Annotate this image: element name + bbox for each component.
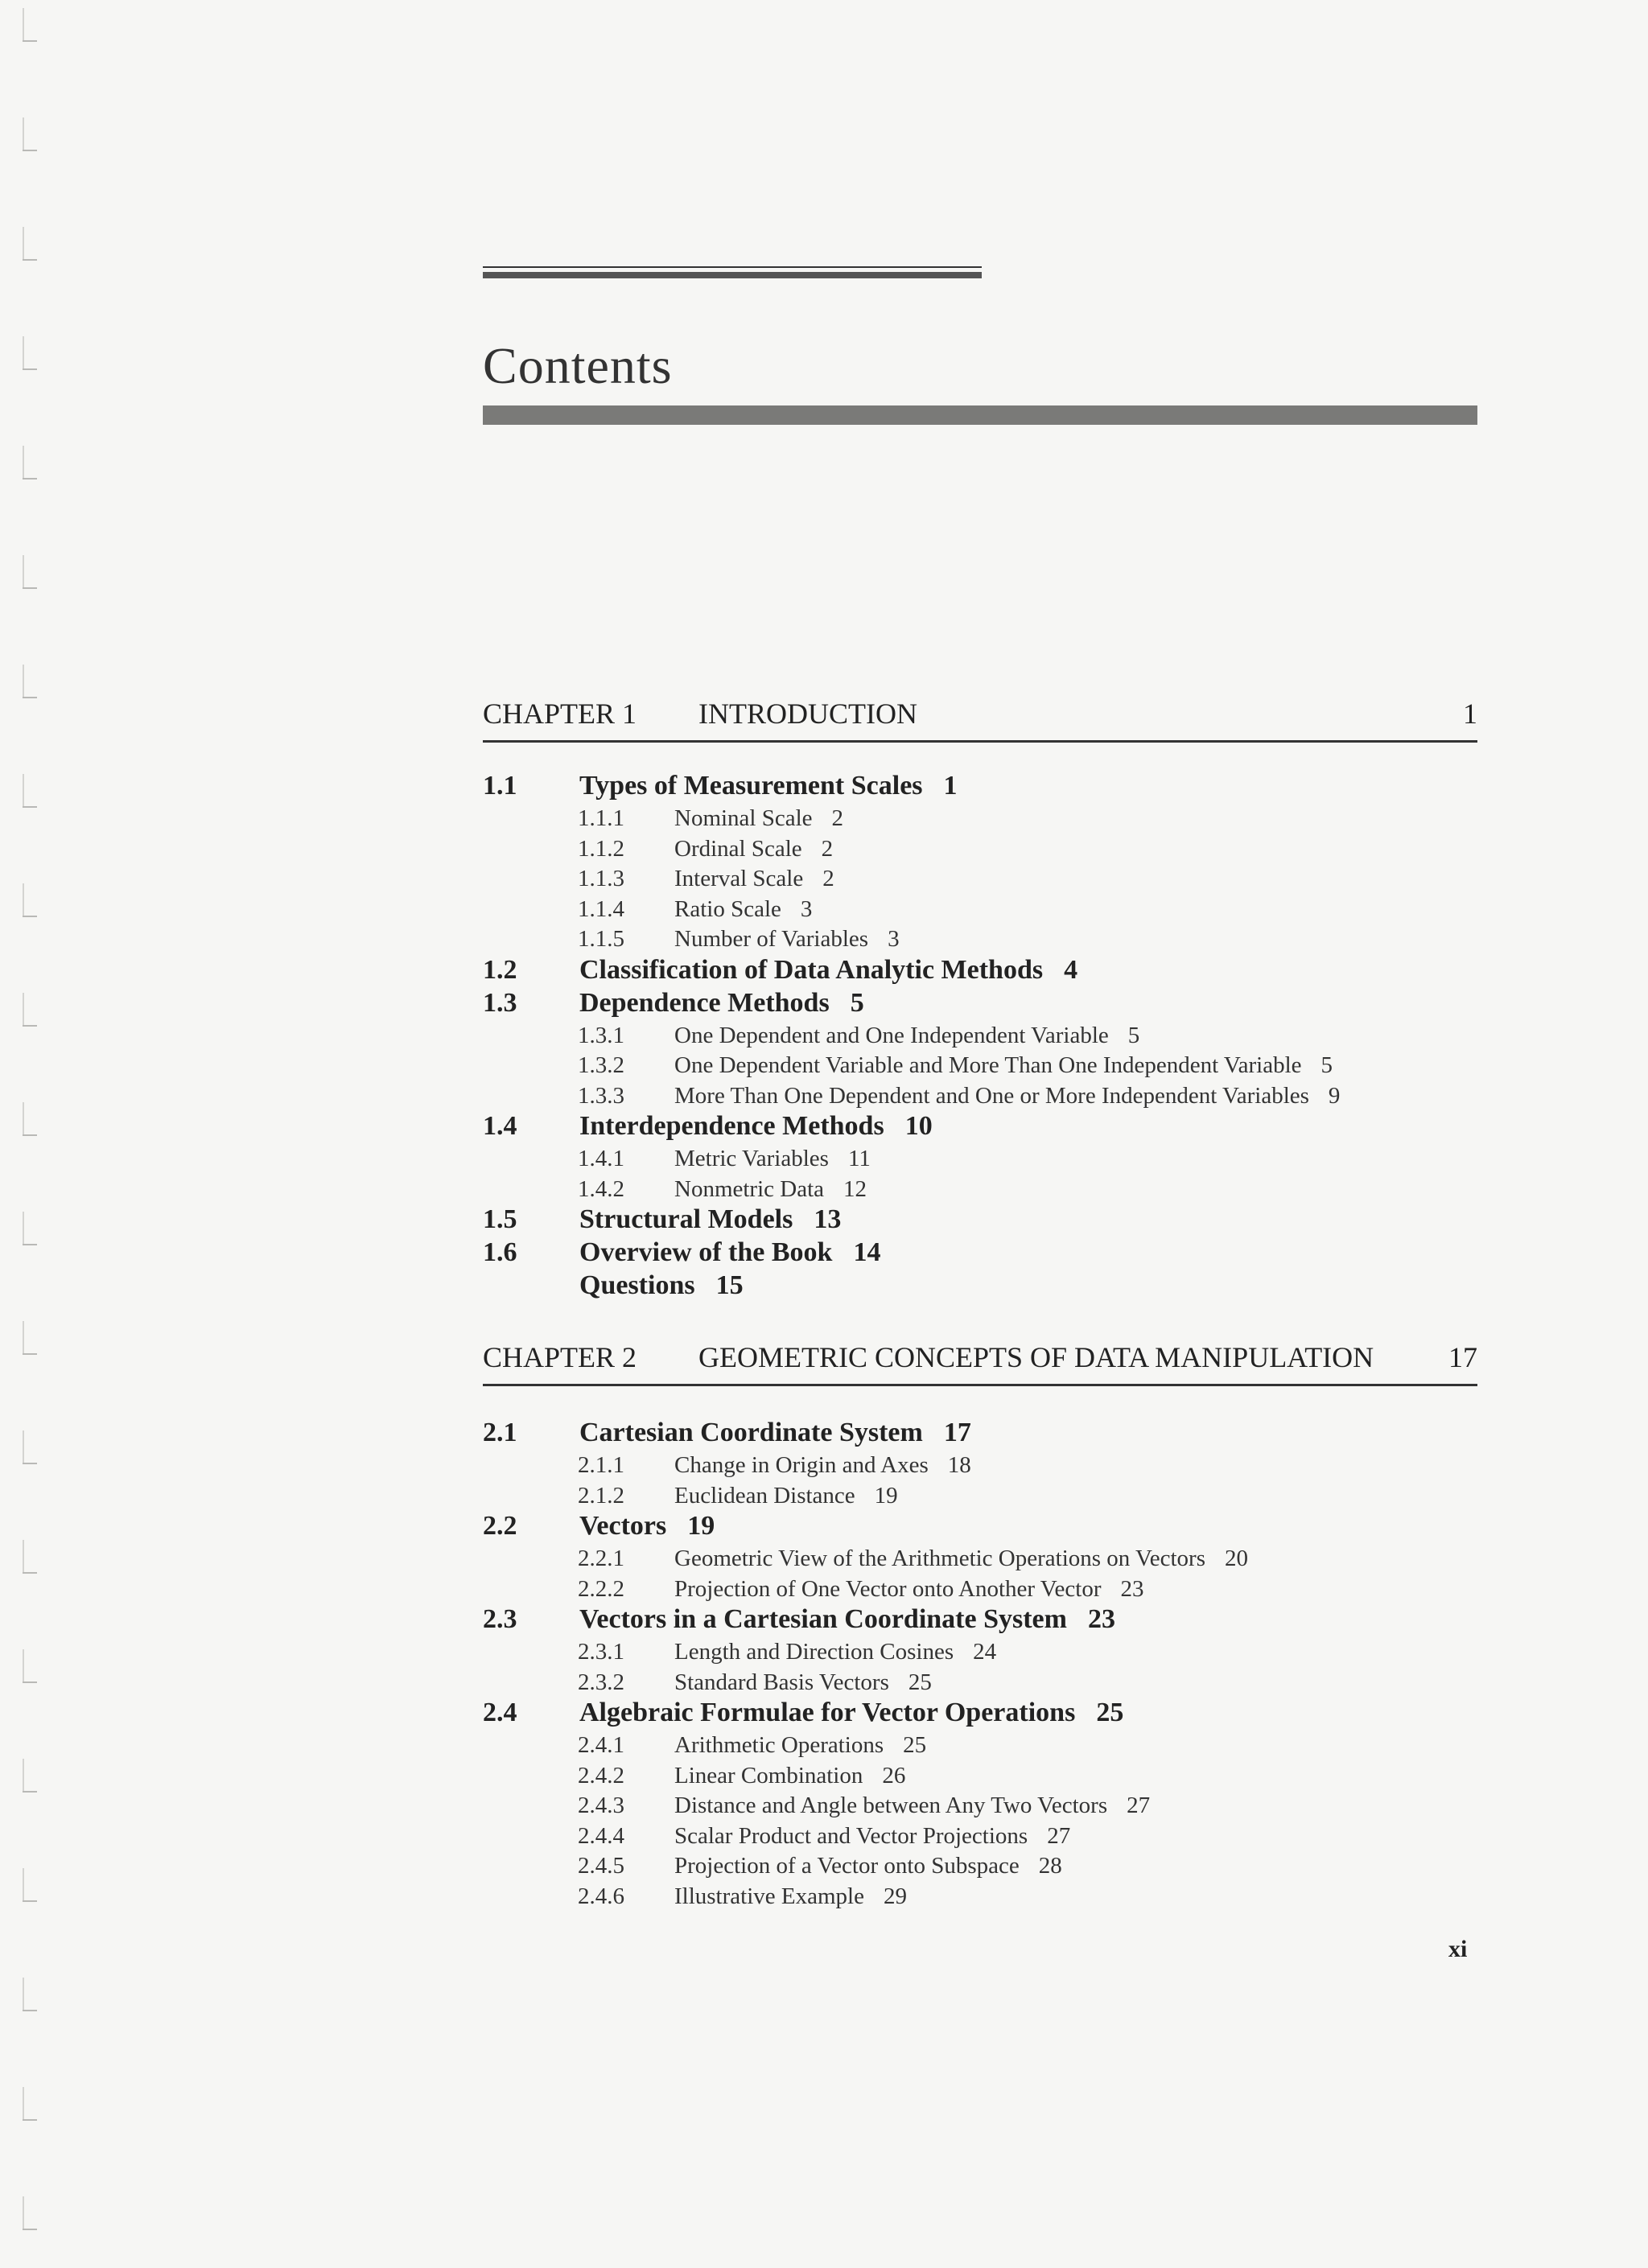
- section-entry: [579, 771, 958, 801]
- toc-subsection: [483, 1021, 1529, 1052]
- subsection-title: Arithmetic Operations: [674, 1732, 884, 1758]
- subsection-page: 28: [1038, 1853, 1062, 1879]
- toc-subsection: [483, 1481, 1529, 1512]
- section-page: 10: [904, 1111, 933, 1141]
- subsection-number: 2.2.2: [578, 1575, 624, 1602]
- toc-subsection: [483, 1574, 1529, 1605]
- toc-subsection: [483, 1821, 1529, 1852]
- section-title: Structural Models: [579, 1204, 793, 1234]
- section-entry: [579, 1418, 971, 1448]
- subsection-title: Nominal Scale: [674, 805, 813, 831]
- section-entry: [579, 988, 864, 1019]
- section-number: 1.5: [483, 1204, 517, 1234]
- subsection-page: 23: [1120, 1575, 1144, 1602]
- subsection-number: 1.3.3: [578, 1082, 624, 1109]
- subsection-title: Change in Origin and Axes: [674, 1452, 929, 1478]
- subsection-entry: [674, 1639, 996, 1665]
- toc-section: [483, 1604, 1529, 1637]
- subsection-title: Length and Direction Cosines: [674, 1639, 954, 1665]
- subsection-entry: [674, 1083, 1340, 1109]
- subsection-page: 2: [822, 866, 834, 891]
- toc-subsection: [483, 924, 1529, 955]
- subsection-title: Distance and Angle between Any Two Vectors: [674, 1793, 1108, 1818]
- section-page: 1: [943, 771, 958, 801]
- chapter-1: [483, 697, 1477, 1300]
- subsection-page: 25: [903, 1732, 927, 1758]
- section-number: 2.2: [483, 1511, 517, 1541]
- toc-subsection: [483, 1144, 1529, 1175]
- subsection-entry: [674, 805, 843, 832]
- page-title: Contents: [483, 337, 673, 394]
- subsection-entry: [674, 1763, 905, 1789]
- chapter-page: 17: [1448, 1341, 1477, 1373]
- subsection-number: 1.3.2: [578, 1052, 624, 1078]
- section-page: 19: [687, 1511, 715, 1541]
- subsection-entry: [674, 1883, 907, 1910]
- toc-subsection: [483, 1544, 1529, 1574]
- toc-section: [483, 1418, 1529, 1451]
- section-title: Overview of the Book: [579, 1237, 833, 1267]
- section-number: 2.1: [483, 1418, 517, 1447]
- chapter-heading: [483, 1340, 1477, 1385]
- chapter-page: 1: [1463, 698, 1477, 730]
- toc-section: [483, 988, 1529, 1021]
- subsection-page: 27: [1127, 1793, 1151, 1818]
- chapter-title: GEOMETRIC CONCEPTS OF DATA MANIPULATION: [698, 1341, 1374, 1373]
- subsection-page: 5: [1127, 1022, 1140, 1048]
- toc-section: [483, 1237, 1529, 1270]
- subsection-entry: [674, 896, 812, 923]
- subsection-page: 12: [843, 1175, 867, 1202]
- section-page: 23: [1087, 1604, 1115, 1634]
- section-entry: [579, 1111, 933, 1142]
- toc-section: [483, 955, 1529, 988]
- chapter-rule: [483, 740, 1477, 743]
- section-title: Dependence Methods: [579, 987, 830, 1018]
- subsection-page: 29: [883, 1883, 907, 1909]
- subsection-number: 1.4.2: [578, 1175, 624, 1202]
- section-number: 1.1: [483, 771, 517, 801]
- header-rule-thin: [483, 266, 982, 268]
- subsection-page: 9: [1328, 1082, 1341, 1109]
- subsection-page: 11: [847, 1146, 871, 1171]
- section-entry: [579, 1511, 715, 1541]
- subsection-entry: [674, 1546, 1248, 1572]
- chapter-label: CHAPTER 2: [483, 1341, 637, 1373]
- subsection-entry: [674, 1146, 871, 1172]
- section-entry: [579, 1698, 1123, 1728]
- subsection-number: 2.4.2: [578, 1762, 624, 1788]
- subsection-page: 5: [1320, 1052, 1333, 1078]
- toc-subsection: [483, 1668, 1529, 1698]
- chapter-2: [483, 1340, 1477, 1909]
- subsection-number: 2.4.1: [578, 1732, 624, 1758]
- section-page: 15: [715, 1270, 744, 1300]
- subsection-number: 1.1.5: [578, 926, 624, 952]
- spiral-binding-marks: [23, 0, 39, 2268]
- subsection-title: Ordinal Scale: [674, 835, 802, 862]
- title-bar-rule: [483, 405, 1477, 425]
- subsection-entry: [674, 1576, 1143, 1603]
- subsection-title: One Dependent Variable and More Than One Independent Variable: [674, 1052, 1302, 1078]
- chapter-rule: [483, 1384, 1477, 1386]
- section-page: 5: [850, 987, 864, 1018]
- toc-section: [483, 771, 1529, 804]
- subsection-number: 2.2.1: [578, 1546, 624, 1571]
- toc-subsection: [483, 1081, 1529, 1112]
- subsection-title: Metric Variables: [674, 1146, 829, 1171]
- subsection-title: Projection of a Vector onto Subspace: [674, 1853, 1020, 1879]
- subsection-number: 2.4.3: [578, 1793, 624, 1818]
- subsection-title: Number of Variables: [674, 926, 869, 952]
- subsection-title: Linear Combination: [674, 1762, 863, 1788]
- subsection-title: Illustrative Example: [674, 1883, 864, 1909]
- subsection-title: Euclidean Distance: [674, 1482, 855, 1509]
- subsection-number: 2.4.4: [578, 1822, 624, 1849]
- chapter-title: INTRODUCTION: [698, 698, 917, 730]
- toc-subsection: [483, 1761, 1529, 1792]
- section-number: 1.6: [483, 1237, 517, 1267]
- subsection-title: Nonmetric Data: [674, 1175, 825, 1202]
- header-rule-thick: [483, 272, 982, 278]
- chapter-2-toc: [483, 1418, 1529, 1912]
- subsection-page: 24: [973, 1639, 997, 1665]
- subsection-title: Interval Scale: [674, 866, 804, 891]
- toc-section: [483, 1111, 1529, 1144]
- subsection-title: Ratio Scale: [674, 895, 781, 922]
- subsection-number: 2.3.1: [578, 1639, 624, 1665]
- section-title: Types of Measurement Scales: [579, 771, 923, 801]
- subsection-entry: [674, 1176, 867, 1203]
- section-page: 14: [853, 1237, 881, 1267]
- subsection-number: 1.3.1: [578, 1022, 624, 1048]
- subsection-number: 2.3.2: [578, 1669, 624, 1695]
- subsection-number: 1.1.1: [578, 805, 624, 831]
- subsection-number: 1.1.3: [578, 866, 624, 891]
- subsection-page: 27: [1047, 1822, 1071, 1849]
- subsection-page: 3: [800, 895, 813, 922]
- subsection-page: 19: [874, 1482, 898, 1509]
- toc-subsection: [483, 1051, 1529, 1081]
- toc-subsection: [483, 1731, 1529, 1761]
- section-title: Interdependence Methods: [579, 1111, 884, 1141]
- subsection-title: More Than One Dependent and One or More Independent Variables: [674, 1082, 1309, 1109]
- section-title: Vectors in a Cartesian Coordinate System: [579, 1604, 1067, 1634]
- toc-section: [483, 1511, 1529, 1544]
- section-number: 2.4: [483, 1698, 517, 1727]
- subsection-entry: [674, 1853, 1062, 1879]
- section-title: Questions: [579, 1270, 695, 1300]
- subsection-page: 20: [1225, 1546, 1248, 1571]
- toc-subsection: [483, 1637, 1529, 1668]
- subsection-entry: [674, 1023, 1139, 1049]
- chapter-label: CHAPTER 1: [483, 698, 637, 730]
- toc-section: [483, 1270, 1529, 1303]
- toc-subsection: [483, 864, 1529, 895]
- section-entry: [579, 1604, 1115, 1635]
- subsection-page: 26: [882, 1762, 906, 1788]
- subsection-title: Standard Basis Vectors: [674, 1669, 889, 1695]
- subsection-number: 2.4.6: [578, 1883, 624, 1909]
- toc-subsection: [483, 895, 1529, 925]
- subsection-number: 2.4.5: [578, 1853, 624, 1879]
- subsection-title: Scalar Product and Vector Projections: [674, 1822, 1028, 1849]
- subsection-number: 2.1.1: [578, 1452, 624, 1478]
- section-number: 1.2: [483, 954, 517, 985]
- subsection-number: 2.1.2: [578, 1482, 624, 1509]
- subsection-entry: [674, 1452, 971, 1479]
- section-page: 25: [1096, 1698, 1124, 1727]
- section-title: Algebraic Formulae for Vector Operations: [579, 1698, 1076, 1727]
- subsection-entry: [674, 1052, 1333, 1079]
- toc-section: [483, 1698, 1529, 1731]
- section-number: 2.3: [483, 1604, 517, 1634]
- subsection-entry: [674, 1732, 926, 1759]
- toc-subsection: [483, 1851, 1529, 1882]
- toc-subsection: [483, 804, 1529, 834]
- section-number: 1.3: [483, 987, 517, 1018]
- subsection-entry: [674, 1823, 1070, 1850]
- subsection-entry: [674, 1793, 1150, 1819]
- section-entry: [579, 1204, 841, 1235]
- subsection-page: 3: [888, 926, 900, 952]
- section-entry: [579, 1237, 880, 1268]
- section-title: Cartesian Coordinate System: [579, 1418, 923, 1447]
- section-page: 4: [1064, 954, 1078, 985]
- toc-section: [483, 1204, 1529, 1237]
- subsection-page: 2: [821, 835, 834, 862]
- subsection-entry: [674, 1669, 932, 1696]
- subsection-entry: [674, 866, 834, 892]
- subsection-page: 25: [908, 1669, 932, 1695]
- toc-subsection: [483, 1175, 1529, 1205]
- subsection-entry: [674, 836, 833, 862]
- toc-subsection: [483, 1882, 1529, 1912]
- subsection-page: 18: [947, 1452, 971, 1478]
- subsection-entry: [674, 926, 900, 953]
- chapter-heading: [483, 697, 1477, 742]
- subsection-number: 1.1.2: [578, 835, 624, 862]
- section-title: Classification of Data Analytic Methods: [579, 954, 1044, 985]
- section-page: 17: [943, 1418, 971, 1447]
- folio: xi: [1448, 1936, 1468, 1962]
- subsection-title: Projection of One Vector onto Another Vector: [674, 1575, 1102, 1602]
- subsection-title: Geometric View of the Arithmetic Operations on Vectors: [674, 1546, 1205, 1571]
- section-page: 13: [814, 1204, 842, 1234]
- subsection-page: 2: [831, 805, 844, 831]
- section-number: 1.4: [483, 1111, 517, 1141]
- section-title: Vectors: [579, 1511, 667, 1541]
- toc-subsection: [483, 1451, 1529, 1481]
- subsection-number: 1.1.4: [578, 895, 624, 922]
- section-entry: [579, 955, 1077, 986]
- subsection-title: One Dependent and One Independent Variable: [674, 1022, 1109, 1048]
- chapter-1-toc: [483, 771, 1529, 1303]
- toc-subsection: [483, 834, 1529, 865]
- subsection-entry: [674, 1483, 898, 1509]
- section-entry: [579, 1270, 744, 1301]
- subsection-number: 1.4.1: [578, 1146, 624, 1171]
- toc-subsection: [483, 1791, 1529, 1821]
